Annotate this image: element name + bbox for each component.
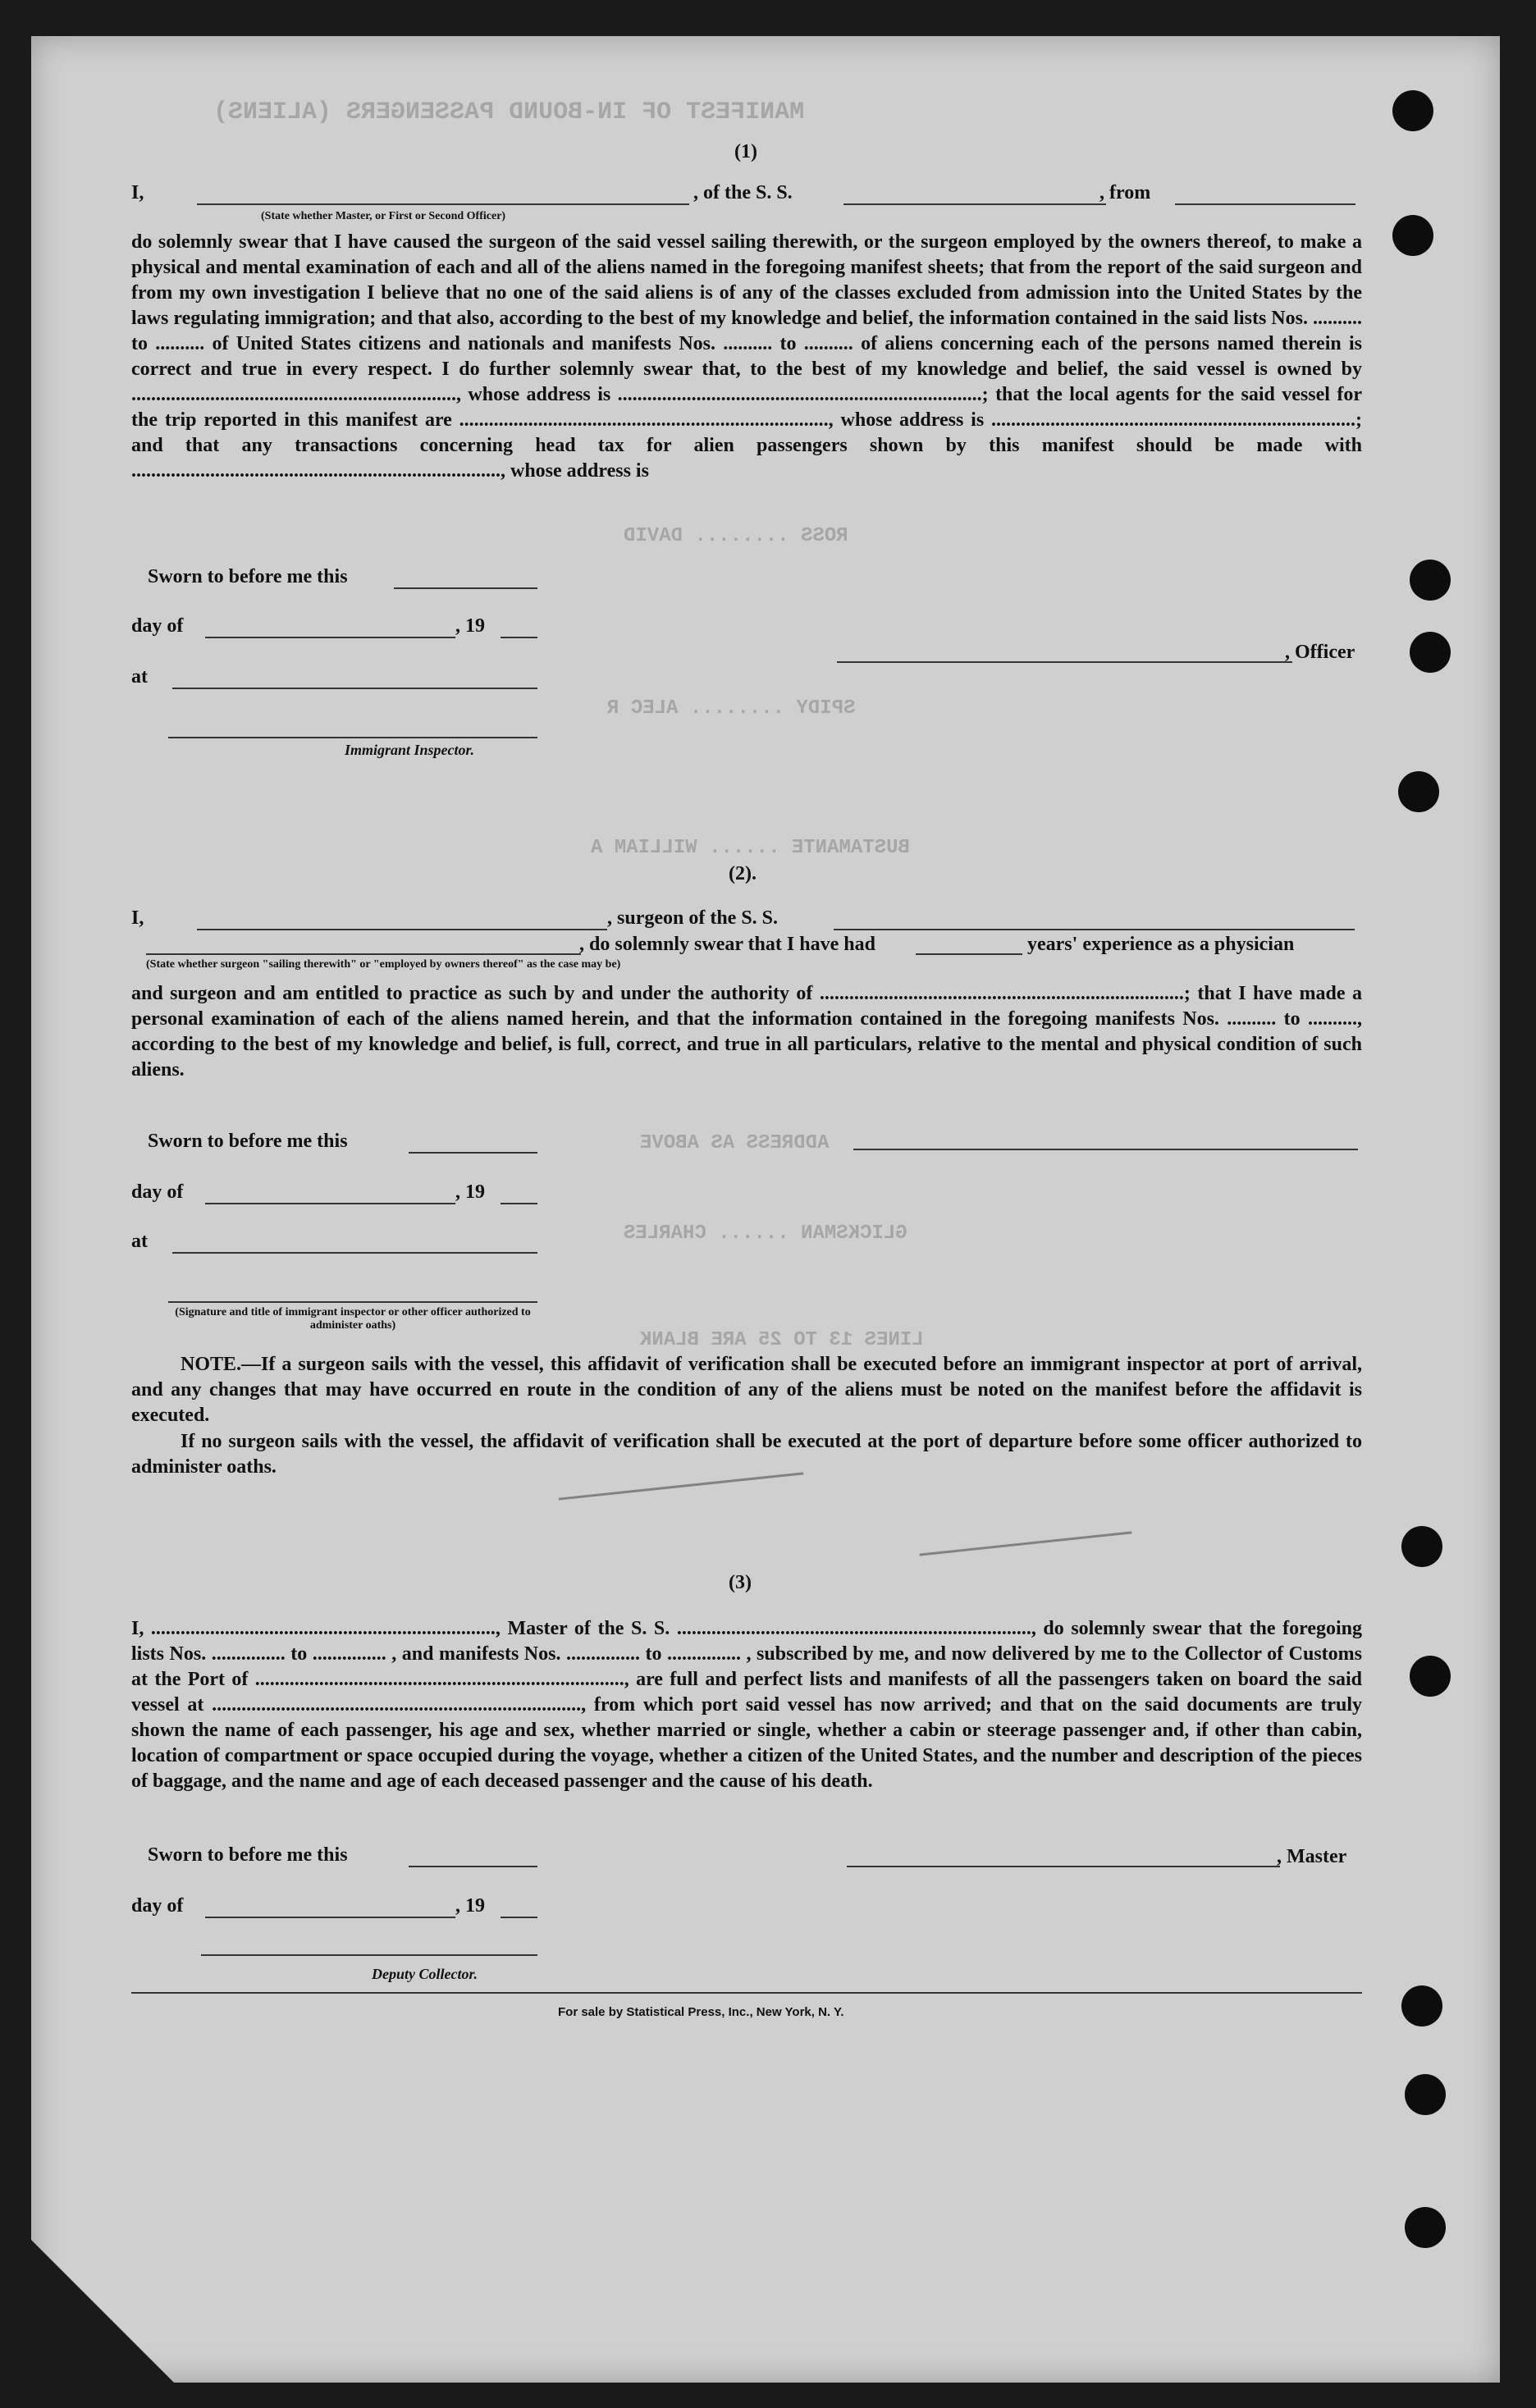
bleed-through-text: ROSS ........ DAVID [624,525,848,547]
bleed-through-text: SPIDY ........ ALEC R [607,697,856,720]
section-1-day-field[interactable] [205,637,455,638]
from-label: , from [1099,182,1151,203]
officer-oath-line [131,182,144,204]
section-2-sworn-label: Sworn to before me this [148,1131,348,1152]
binder-hole [1392,90,1433,131]
section-2-signature-caption [168,1306,537,1332]
bleed-through-text: ADDRESS AS ABOVE [640,1132,830,1154]
years-experience-field[interactable] [916,953,1022,955]
note-paragraph-2: If no surgeon sails with the vessel, the affidavit of verification shall be executed at the port of departure before some officer authorized to administer oaths. [131,1431,1362,1478]
surgeon-type-field[interactable] [146,953,581,955]
section-3-year-label: , 19 [455,1895,485,1917]
master-signature-field[interactable] [847,1866,1280,1867]
binder-hole [1405,2074,1446,2115]
section-1-sworn-field[interactable] [394,587,537,589]
binder-hole [1405,2207,1446,2248]
master-label: , Master [1277,1846,1347,1867]
deputy-collector-signature-field[interactable] [201,1954,537,1956]
section-2-day-label: day of [131,1181,184,1203]
section-1-year-field[interactable] [501,637,537,638]
officer-type-caption: (State whether Master, or First or Second Officer) [261,210,506,222]
surgeon-signature-field[interactable] [853,1149,1358,1150]
section-3-oath-text: I, ......................................................................, Master of the S. S. ........................................................................, do solemnly swear that the foregoing lists Nos. ............... to ............... , and manifests Nos. ............... to ............... , subscribed by me, and now delivered by me to the Collector of Customs at the Port of ..........................................................................., are full and perfect lists and manifests of all the passengers taken on board the said vessel at ..........................................................................., from which port said vessel has now arrived; and that on the said documents are truly shown the name of each passenger, his age and sex, whether married or single, whether a cabin or steerage passenger and, if other than cabin, location of compartment or space occupied during the voyage, whether a citizen of the United States, and the number and description of the pieces of baggage, and the name and age of each deceased passenger and the cause of his death. [131,1618,1362,1792]
section-1-oath-text: do solemnly swear that I have caused the surgeon of the said vessel sailing therewith, or the surgeon employed by the owners thereof, to make a physical and mental examination of each and all of the aliens named in the foregoing manifest sheets; that from the report of the said surgeon and from my own investigation I believe that no one of the said aliens is of any of the classes excluded from admission into the United States by the laws regulating immigration; and that also, according to the best of my knowledge and belief, the information contained in the said lists Nos. .......... to .......... of United States citizens and nationals and manifests Nos. .......... to .......... of aliens concerning each of the persons named therein is correct and true in every respect. I do further solemnly swear that, to the best of my knowledge and belief, the said vessel is owned by .................................................................., whose address is ..........................................................................; that the local agents for the said vessel for the trip reported in this manifest are ..........................................................................., whose address is ..........................................................................; and that any transactions concerning head tax for alien passengers shown by this manifest should be made with ..........................................................................., whose address is [131,231,1362,482]
binder-hole [1401,1526,1442,1567]
section-1-number: (1) [734,141,757,162]
of-ss-label: , of the S. S. [693,182,793,203]
note-text: —If a surgeon sails with the vessel, this affidavit of verification shall be executed before an immigrant inspector at port of arrival, and any changes that may have occurred en route in the condition of any of the aliens must be noted on the manifest before the affidavit is executed. [131,1354,1362,1426]
section-2-day-field[interactable] [205,1203,455,1204]
bleed-through-text: BUSTAMANTE ...... WILLIAM A [591,837,910,859]
section-3-number: (3) [729,1572,752,1593]
section-1-year-label: , 19 [455,615,485,637]
binder-hole [1410,1656,1451,1697]
printer-footer: For sale by Statistical Press, Inc., New York, N. Y. [558,2005,844,2019]
bleed-through-text: MANIFEST OF IN-BOUND PASSENGERS (ALIENS) [213,98,805,126]
section-3-day-label: day of [131,1895,184,1917]
immigrant-inspector-caption: Immigrant Inspector. [345,742,475,758]
binder-hole [1398,771,1439,812]
from-port-field[interactable] [1175,203,1355,205]
years-experience-label: years' experience as a physician [1027,934,1295,955]
binder-hole [1401,1985,1442,2026]
section-2-signature-field[interactable] [168,1301,537,1303]
signature-caption-text: (Signature and title of immigrant inspector or other officer authorized to administer oaths) [175,1306,531,1332]
binder-hole [1410,560,1451,601]
section-2-at-label: at [131,1231,148,1252]
surgeon-of-ss-label: , surgeon of the S. S. [607,907,779,929]
section-2-sworn-field[interactable] [409,1152,537,1154]
binder-hole [1410,632,1451,673]
ship-name-field[interactable] [843,203,1106,205]
section-2-year-field[interactable] [501,1203,537,1204]
folded-corner [31,2240,179,2387]
officer-name-field[interactable] [197,203,689,205]
section-1-at-field[interactable] [172,688,537,689]
bleed-through-text: LINES 13 TO 25 ARE BLANK [640,1329,924,1351]
surgeon-name-field[interactable] [197,929,607,930]
deputy-collector-caption: Deputy Collector. [372,1966,478,1982]
section-3-day-field[interactable] [205,1917,455,1918]
section-1-inspector-signature-field[interactable] [168,737,537,738]
section-1-at-label: at [131,666,148,688]
section-2-oath-text: and surgeon and am entitled to practice as such by and under the authority of ..........................................................................; that I have made a personal examination of each of the aliens named herein, and that the information contained in the foregoing manifests Nos. .......... to .........., according to the best of my knowledge and belief, is full, correct, and true in all particulars, relative to the mental and physical condition of such aliens. [131,983,1362,1081]
surgeon-type-caption: (State whether surgeon "sailing therewith" or "employed by owners thereof" as the case may be) [146,958,621,971]
do-solemnly-label: , do solemnly swear that I have had [579,934,875,955]
section-2-number: (2). [729,863,757,884]
section-2-year-label: , 19 [455,1181,485,1203]
surgeon-ship-field[interactable] [834,929,1355,930]
officer-label: , Officer [1285,642,1355,663]
footer-rule [131,1992,1362,1994]
note-paragraph [131,1352,1362,1428]
binder-hole [1392,215,1433,256]
note-label: NOTE. [181,1354,242,1375]
bleed-through-text: GLICKSMAN ...... CHARLES [624,1222,907,1245]
section-1-day-label: day of [131,615,184,637]
section-1-sworn-label: Sworn to before me this [148,566,348,587]
surgeon-i-label: I, [131,907,144,929]
officer-signature-field[interactable] [837,661,1292,663]
section-3-year-field[interactable] [501,1917,537,1918]
section-2-at-field[interactable] [172,1252,537,1254]
section-3-sworn-field[interactable] [409,1866,537,1867]
oath-i-label: I, [131,182,144,203]
section-3-sworn-label: Sworn to before me this [148,1844,348,1866]
